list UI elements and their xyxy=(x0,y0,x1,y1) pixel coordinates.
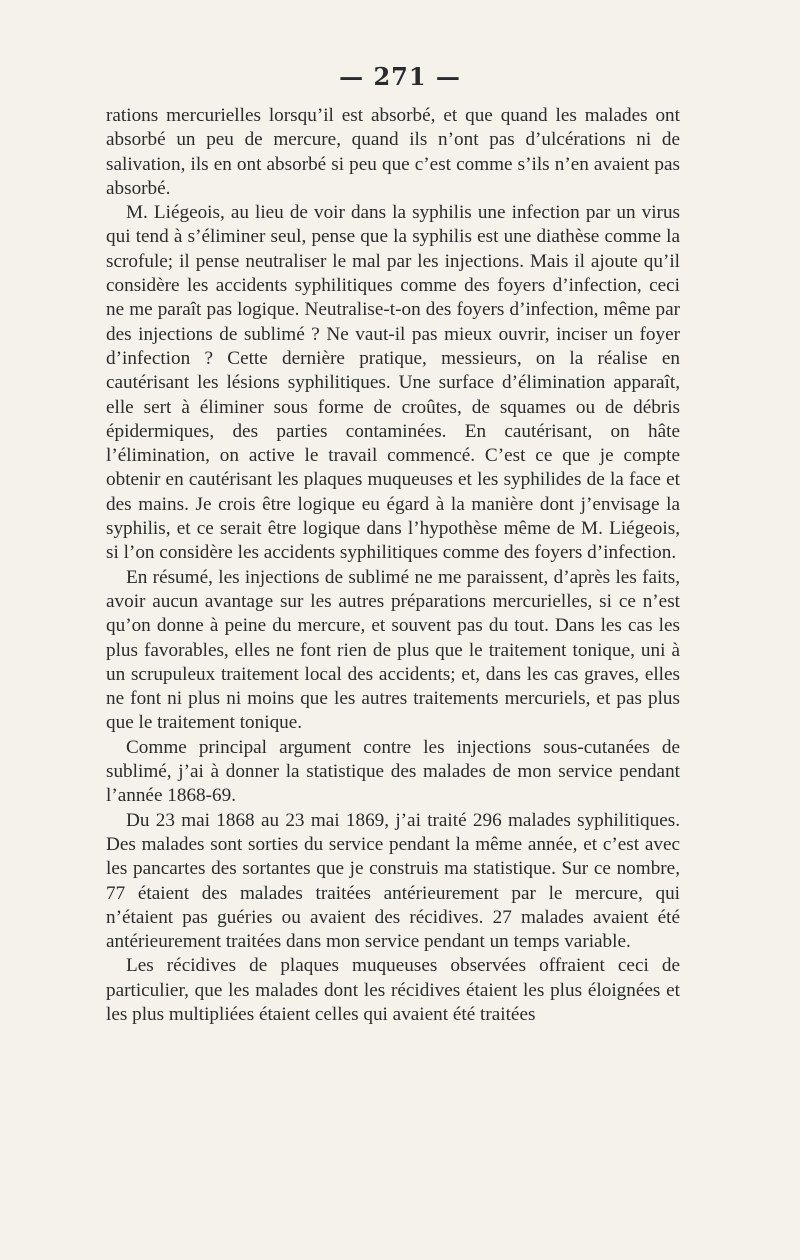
paragraph-3: En résumé, les injections de sublimé ne me paraissent, d’après les faits, avoir aucun avantage sur les autres préparations mercurielles, si ce n’est qu’on donne à peine du mercure, et souvent pas du tout. Dans les cas les plus favorables, elles ne font rien de plus que le traitement tonique, uni à un scrupuleux traitement local des accidents; et, dans les cas graves, elles ne font ni plus ni moins que les autres traitements mercuriels, et pas plus que le traitement tonique. xyxy=(106,566,680,734)
paragraph-5: Du 23 mai 1868 au 23 mai 1869, j’ai traité 296 malades syphilitiques. Des malades sont sorties du service pendant la même année, et c’est avec les pancartes des sortantes que je construis ma statistique. Sur ce nombre, 77 étaient des malades traitées antérieurement par le mercure, qui n’étaient pas guéries ou avaient des récidives. 27 malades avaient été antérieurement traitées dans mon service pendant un temps variable. xyxy=(106,809,680,953)
paragraph-6: Les récidives de plaques muqueuses observées offraient ceci de particulier, que les malades dont les récidives étaient les plus éloignées et les plus multipliées étaient celles qui avaient été traitées xyxy=(106,955,680,1025)
body-text xyxy=(106,104,680,1027)
paragraph-2: M. Liégeois, au lieu de voir dans la syphilis une infection par un virus qui tend à s’éliminer seul, pense que la syphilis est une diathèse comme la scrofule; il pense neutraliser le mal par les injections. Mais il ajoute qu’il considère les accidents syphilitiques comme des foyers d’infection, ceci ne me paraît pas logique. Neutralise-t-on des foyers d’infection, même par des injections de sublimé ? Ne vaut-il pas mieux ouvrir, inciser un foyer d’infection ? Cette dernière pratique, messieurs, on la réalise en cautérisant les lésions syphilitiques. Une surface d’élimination apparaît, elle sert à éliminer sous forme de croûtes, de squames ou de débris épidermiques, des parties contaminées. En cautérisant, on hâte l’élimination, on active le travail commencé. C’est ce que je compte obtenir en cautérisant les plaques muqueuses et les syphilides de la face et des mains. Je crois être logique eu égard à la manière dont j’envisage la syphilis, et ce serait être logique dans l’hypothèse même de M. Liégeois, si l’on considère les accidents syphilitiques comme des foyers d’infection. xyxy=(106,202,680,564)
paragraph-1: rations mercurielles lorsqu’il est absorbé, et que quand les malades ont absorbé un peu de mercure, quand ils n’ont pas d’ulcérations ni de salivation, ils en ont absorbé si peu que c’est comme s’ils n’en avaient pas absorbé. xyxy=(106,105,680,199)
page-number: — 271 — xyxy=(339,62,461,91)
paragraph-4: Comme principal argument contre les injections sous-cutanées de sublimé, j’ai à donner la statistique des malades de mon service pendant l’année 1868-69. xyxy=(106,736,680,807)
